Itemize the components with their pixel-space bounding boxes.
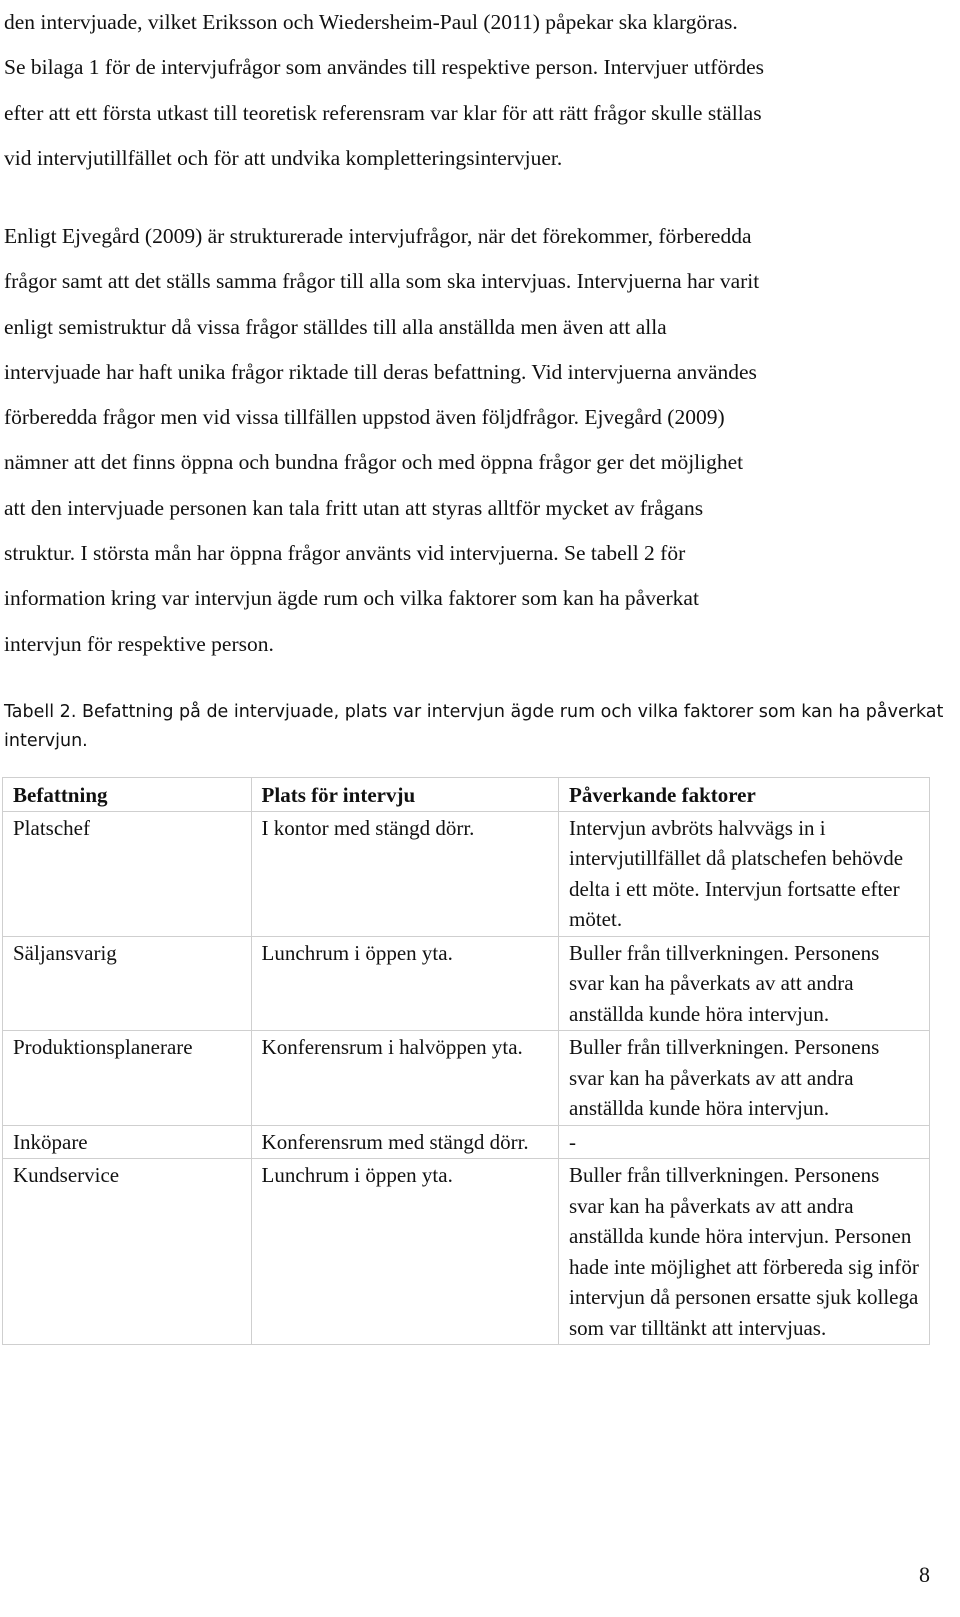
cell-befattning: Produktionsplanerare xyxy=(3,1031,252,1126)
table-caption xyxy=(4,698,944,756)
cell-befattning: Kundservice xyxy=(3,1159,252,1345)
text-line: nämner att det finns öppna och bundna frågor och med öppna frågor ger det möjlighet xyxy=(4,450,744,475)
text-line: den intervjuade, vilket Eriksson och Wiedersheim-Paul (2011) påpekar ska klargöras. xyxy=(4,10,738,34)
cell-plats: Lunchrum i öppen yta. xyxy=(251,936,558,1031)
text-line: frågor samt att det ställs samma frågor till alla som ska intervjuas. Intervjuerna har varit xyxy=(4,269,760,294)
paragraph-method-intro xyxy=(4,0,944,181)
header-befattning: Befattning xyxy=(3,778,252,812)
table-row xyxy=(3,1031,930,1126)
text-line: struktur. I största mån har öppna frågor använts vid intervjuerna. Se tabell 2 för xyxy=(4,541,686,566)
table-caption-label: Tabell 2. xyxy=(4,702,77,722)
table-row xyxy=(3,1159,930,1345)
text-line: Se bilaga 1 för de intervjufrågor som användes till respektive person. Intervjuer utfördes xyxy=(4,55,765,80)
text-line: intervjuade har haft unika frågor riktade till deras befattning. Vid intervjuerna användes xyxy=(4,359,757,384)
text-line: information kring var intervjun ägde rum och vilka faktorer som kan ha påverkat xyxy=(4,586,699,611)
cell-befattning: Platschef xyxy=(3,811,252,936)
table-row xyxy=(3,936,930,1031)
table-caption-text: Befattning på de intervjuade, plats var intervjun ägde rum och vilka faktorer som kan ha påverkat intervjun. xyxy=(4,702,944,751)
paragraph-interview-structure xyxy=(4,214,944,667)
cell-befattning: Inköpare xyxy=(3,1125,252,1159)
cell-plats: Lunchrum i öppen yta. xyxy=(251,1159,558,1345)
header-faktorer: Påverkande faktorer xyxy=(559,778,930,812)
cell-faktorer: Buller från tillverkningen. Personens svar kan ha påverkats av att andra anställda kunde höra intervjun. xyxy=(559,936,930,1031)
text-line: att den intervjuade personen kan tala fritt utan att styras alltför mycket av frågans xyxy=(4,495,704,520)
text-line: efter att ett första utkast till teoretisk referensram var klar för att rätt frågor skulle ställas xyxy=(4,100,762,125)
cell-plats: Konferensrum med stängd dörr. xyxy=(251,1125,558,1159)
cell-faktorer: - xyxy=(559,1125,930,1159)
cell-befattning: Säljansvarig xyxy=(3,936,252,1031)
text-line: intervjun för respektive person. xyxy=(4,631,274,656)
cell-faktorer: Buller från tillverkningen. Personens svar kan ha påverkats av att andra anställda kunde höra intervjun. Personen hade inte möjlighet att förbereda sig inför intervjun då personen ersatte sjuk kollega som var tilltänkt att intervjuas. xyxy=(559,1159,930,1345)
text-line: enligt semistruktur då vissa frågor ställdes till alla anställda men även att alla xyxy=(4,314,667,339)
table-row xyxy=(3,811,930,936)
text-line: vid intervjutillfället och för att undvika kompletteringsintervjuer. xyxy=(4,145,563,170)
cell-plats: Konferensrum i halvöppen yta. xyxy=(251,1031,558,1126)
table-header-row xyxy=(3,778,930,812)
cell-faktorer: Buller från tillverkningen. Personens svar kan ha påverkats av att andra anställda kunde höra intervjun. xyxy=(559,1031,930,1126)
table-row xyxy=(3,1125,930,1159)
page-number: 8 xyxy=(919,1562,930,1587)
interview-table xyxy=(2,777,930,1345)
cell-faktorer: Intervjun avbröts halvvägs in i intervjutillfället då platschefen behövde delta i ett möte. Intervjun fortsatte efter mötet. xyxy=(559,811,930,936)
cell-plats: I kontor med stängd dörr. xyxy=(251,811,558,936)
header-plats: Plats för intervju xyxy=(251,778,558,812)
text-line: Enligt Ejvegård (2009) är strukturerade intervjufrågor, när det förekommer, förberedda xyxy=(4,224,752,248)
text-line: förberedda frågor men vid vissa tillfällen uppstod även följdfrågor. Ejvegård (2009) xyxy=(4,405,725,430)
